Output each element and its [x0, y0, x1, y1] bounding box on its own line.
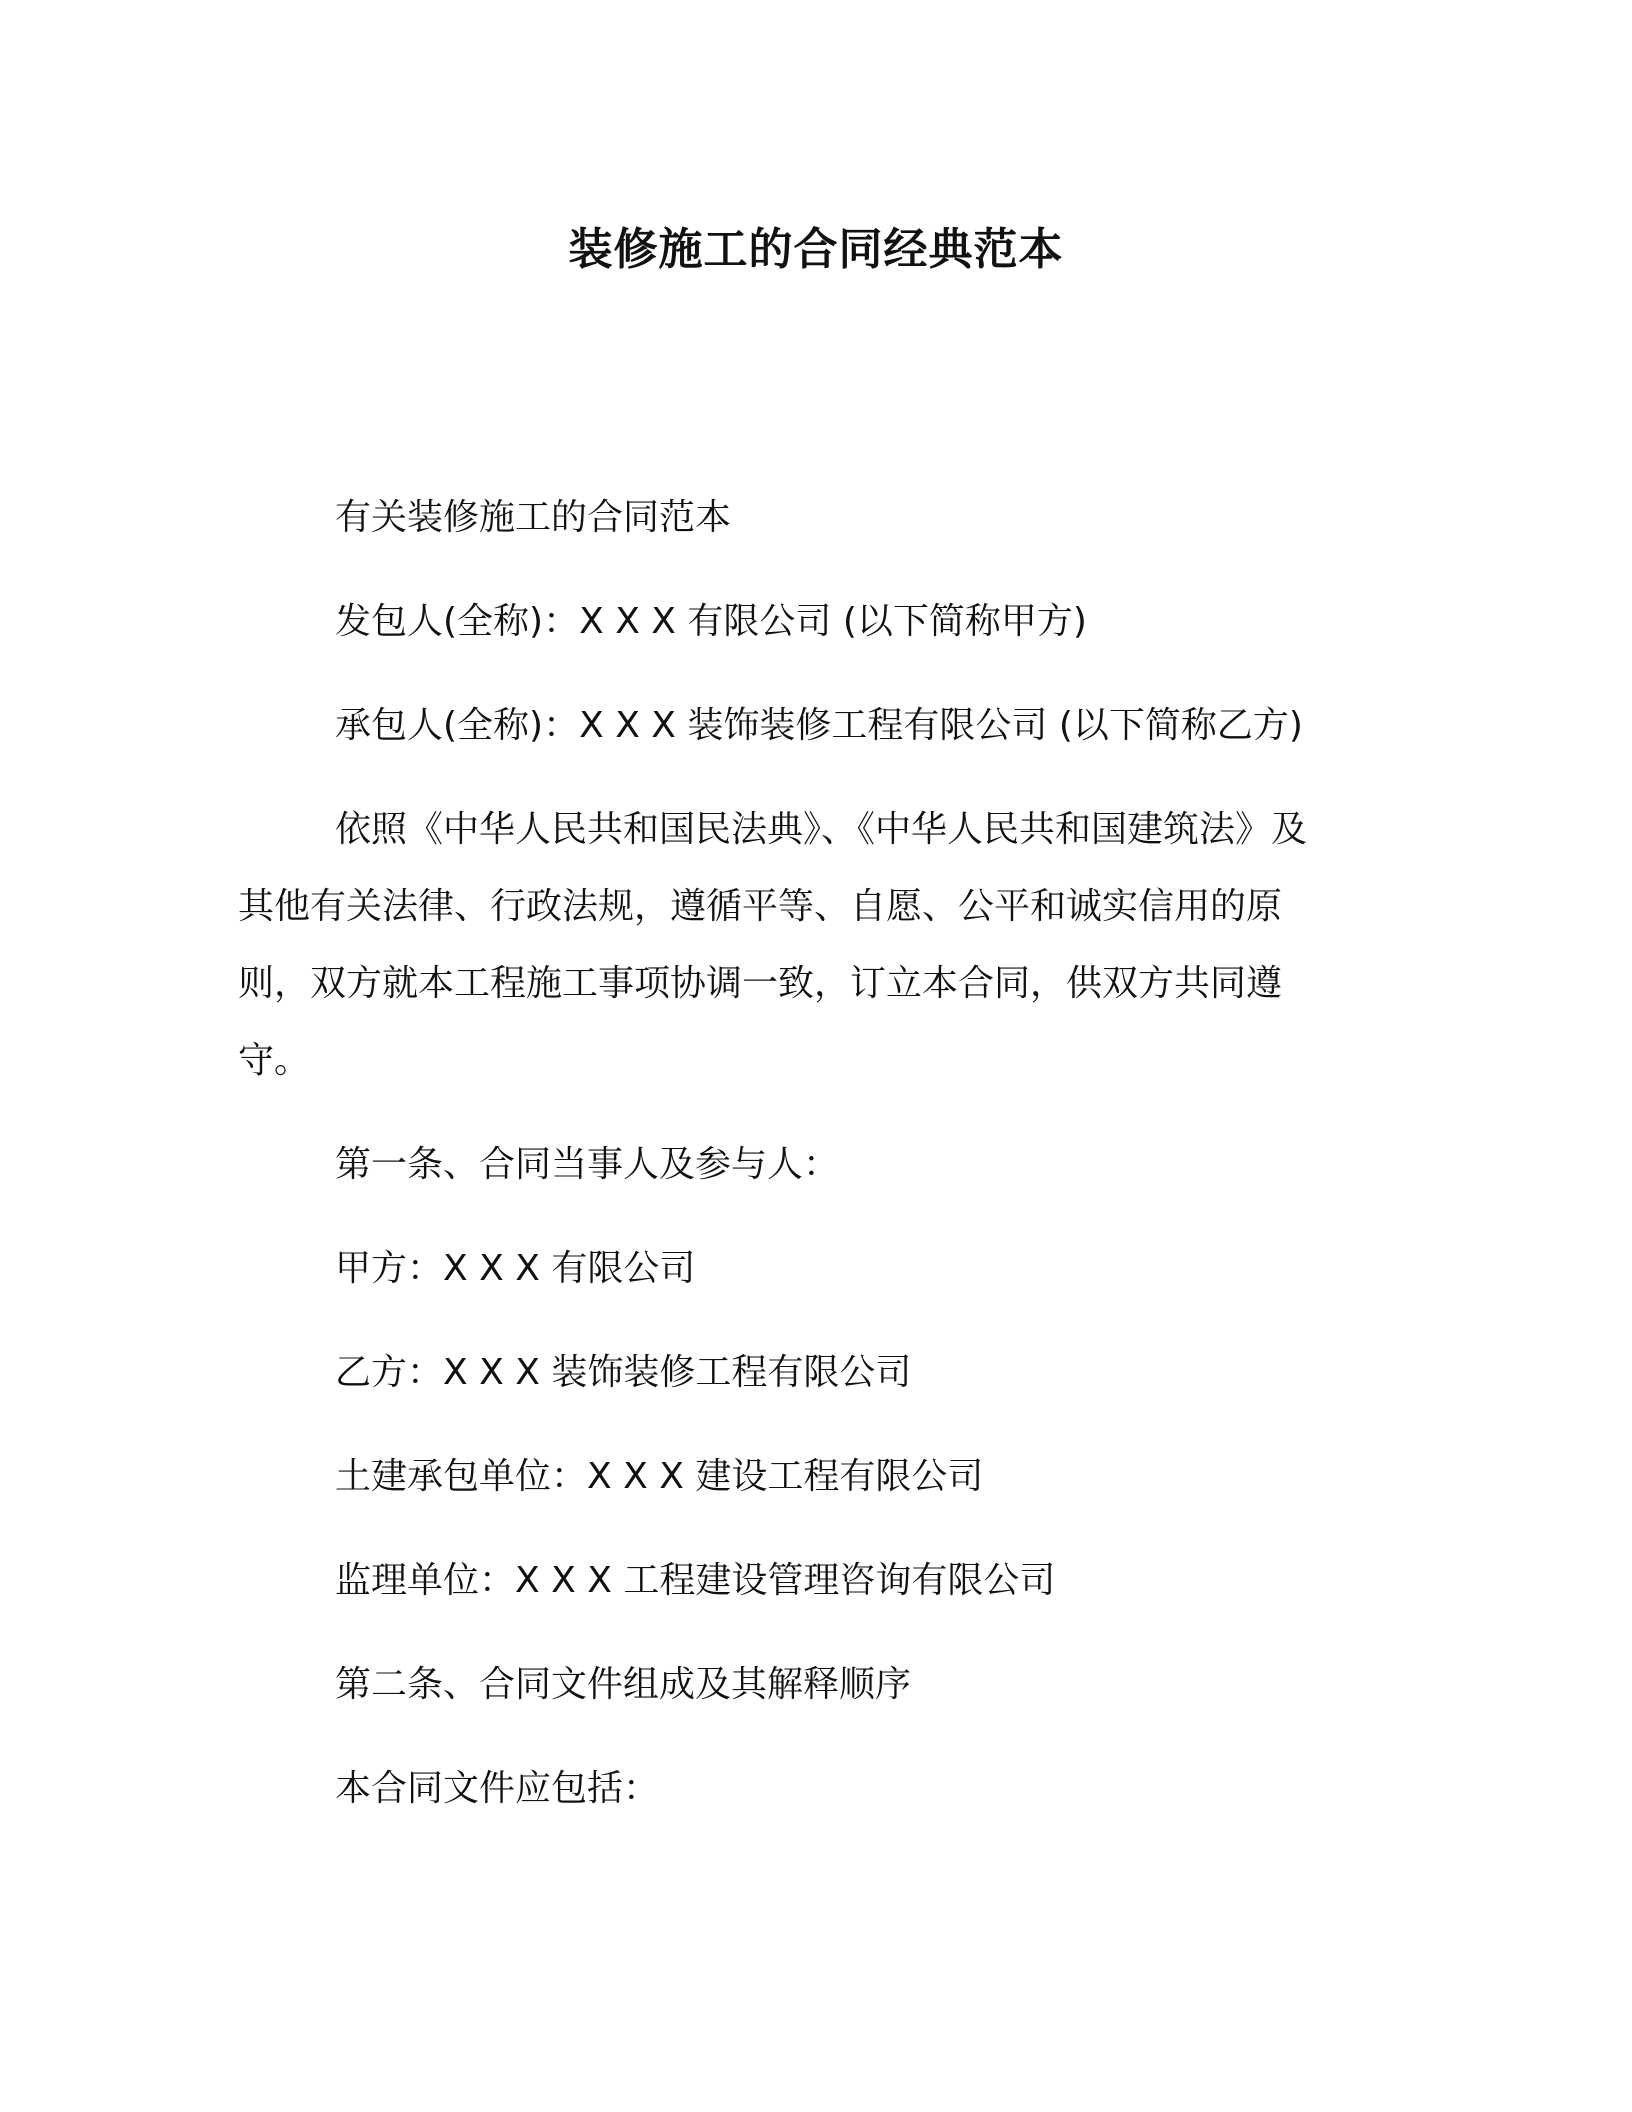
party-b-line: 乙方：X X X 装饰装修工程有限公司 [335, 1352, 912, 1393]
contract-subtitle: 有关装修施工的合同范本 [335, 497, 732, 538]
contractor-line: 承包人(全称)：X X X 装饰装修工程有限公司 (以下简称乙方) [335, 705, 1303, 746]
legal-basis-line: 则，双方就本工程施工事项协调一致，订立本合同，供双方共同遵 [238, 963, 1283, 1004]
legal-basis-line: 其他有关法律、行政法规，遵循平等、自愿、公平和诚实信用的原 [238, 886, 1283, 927]
civil-contractor-line: 土建承包单位：X X X 建设工程有限公司 [335, 1456, 984, 1497]
document-title: 装修施工的合同经典范本 [568, 224, 1064, 275]
article-2-heading: 第二条、合同文件组成及其解释顺序 [335, 1664, 912, 1705]
article-2-intro: 本合同文件应包括： [335, 1768, 660, 1809]
employer-line: 发包人(全称)：X X X 有限公司 (以下简称甲方) [335, 601, 1087, 642]
legal-basis-line: 依照《中华人民共和国民法典》、《中华人民共和国建筑法》及 [335, 809, 1308, 850]
supervisor-line: 监理单位：X X X 工程建设管理咨询有限公司 [335, 1560, 1056, 1601]
legal-basis-line: 守。 [238, 1040, 311, 1081]
article-1-heading: 第一条、合同当事人及参与人： [335, 1144, 840, 1185]
party-a-line: 甲方：X X X 有限公司 [335, 1248, 696, 1289]
